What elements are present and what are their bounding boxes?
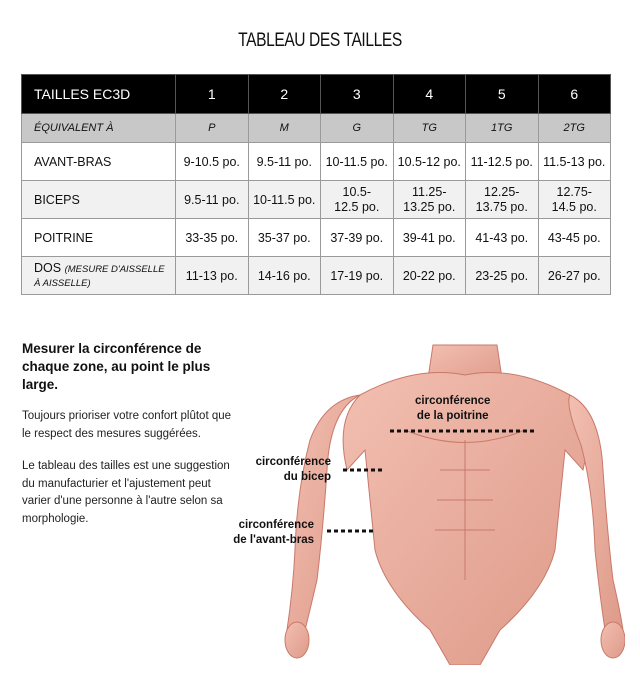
equivalent-cell: G: [321, 114, 394, 143]
muscle-anatomy-illustration: [265, 330, 625, 665]
table-row: [22, 219, 611, 257]
row-label-dos: [22, 257, 176, 295]
table-cell: 17-19 po.: [321, 257, 394, 295]
equivalent-cell: M: [248, 114, 321, 143]
row-label: BICEPS: [22, 181, 176, 219]
measure-paragraph: Toujours prioriser votre confort plûtot que le respect des mesures suggérées.: [22, 410, 232, 440]
table-cell: 43-45 po.: [538, 219, 611, 257]
chest-callout: [415, 394, 490, 424]
forearm-callout: [215, 518, 314, 548]
size-table: [21, 74, 611, 295]
size-header: 3: [321, 75, 394, 114]
measure-instructions: [22, 340, 237, 543]
equivalent-row: [22, 114, 611, 143]
size-header: 1: [176, 75, 249, 114]
table-cell: 12.25- 13.75 po.: [466, 181, 539, 219]
page-title: TABLEAU DES TAILLES: [238, 30, 402, 51]
callout-text: circonférence: [415, 395, 491, 407]
table-cell: 11.5-13 po.: [538, 143, 611, 181]
table-cell: 33-35 po.: [176, 219, 249, 257]
table-cell: 41-43 po.: [466, 219, 539, 257]
size-header: 2: [248, 75, 321, 114]
row-label: DOS: [34, 260, 62, 275]
table-cell: 9.5-11 po.: [176, 181, 249, 219]
row-note: (MESURE D'AISSELLE À AISSELLE): [34, 263, 165, 289]
table-header-row: [22, 75, 611, 114]
equivalent-cell: 1TG: [466, 114, 539, 143]
table-row: [22, 257, 611, 295]
table-header-label: TAILLES EC3D: [22, 75, 176, 114]
table-cell: 37-39 po.: [321, 219, 394, 257]
table-cell: 26-27 po.: [538, 257, 611, 295]
size-header: 6: [538, 75, 611, 114]
equivalent-cell: 2TG: [538, 114, 611, 143]
equivalent-cell: P: [176, 114, 249, 143]
table-cell: 39-41 po.: [393, 219, 466, 257]
table-row: [22, 143, 611, 181]
table-cell: 11-13 po.: [176, 257, 249, 295]
table-cell: 11-12.5 po.: [466, 143, 539, 181]
table-cell: 10-11.5 po.: [321, 143, 394, 181]
table-cell: 10.5-12 po.: [393, 143, 466, 181]
callout-text: circonférence: [255, 456, 331, 468]
size-header: 5: [466, 75, 539, 114]
equivalent-cell: TG: [393, 114, 466, 143]
equivalent-label: ÉQUIVALENT À: [22, 114, 176, 143]
table-cell: 11.25- 13.25 po.: [393, 181, 466, 219]
callout-text: circonférence: [238, 519, 314, 531]
right-hand-shape: [601, 622, 625, 658]
callout-text: de la poitrine: [416, 410, 489, 422]
row-label: AVANT-BRAS: [22, 143, 176, 181]
table-row: [22, 181, 611, 219]
row-label: POITRINE: [22, 219, 176, 257]
size-header: 4: [393, 75, 466, 114]
table-cell: 10.5- 12.5 po.: [321, 181, 394, 219]
callout-text: de l'avant-bras: [233, 534, 314, 546]
measure-paragraph: Le tableau des tailles est une suggestion du manufacturier et l'ajustement peut varier d'une personne à l'autre selon sa morphologie.: [22, 460, 230, 525]
table-cell: 9.5-11 po.: [248, 143, 321, 181]
left-hand-shape: [285, 622, 309, 658]
table-cell: 20-22 po.: [393, 257, 466, 295]
callout-text: du bicep: [283, 471, 331, 483]
table-cell: 9-10.5 po.: [176, 143, 249, 181]
table-cell: 12.75- 14.5 po.: [538, 181, 611, 219]
table-cell: 14-16 po.: [248, 257, 321, 295]
measure-heading: Mesurer la circonférence de chaque zone, au point le plus large.: [22, 341, 211, 392]
bicep-callout: [240, 455, 331, 485]
table-cell: 23-25 po.: [466, 257, 539, 295]
table-cell: 10-11.5 po.: [248, 181, 321, 219]
table-cell: 35-37 po.: [248, 219, 321, 257]
right-arm-shape: [569, 395, 623, 630]
